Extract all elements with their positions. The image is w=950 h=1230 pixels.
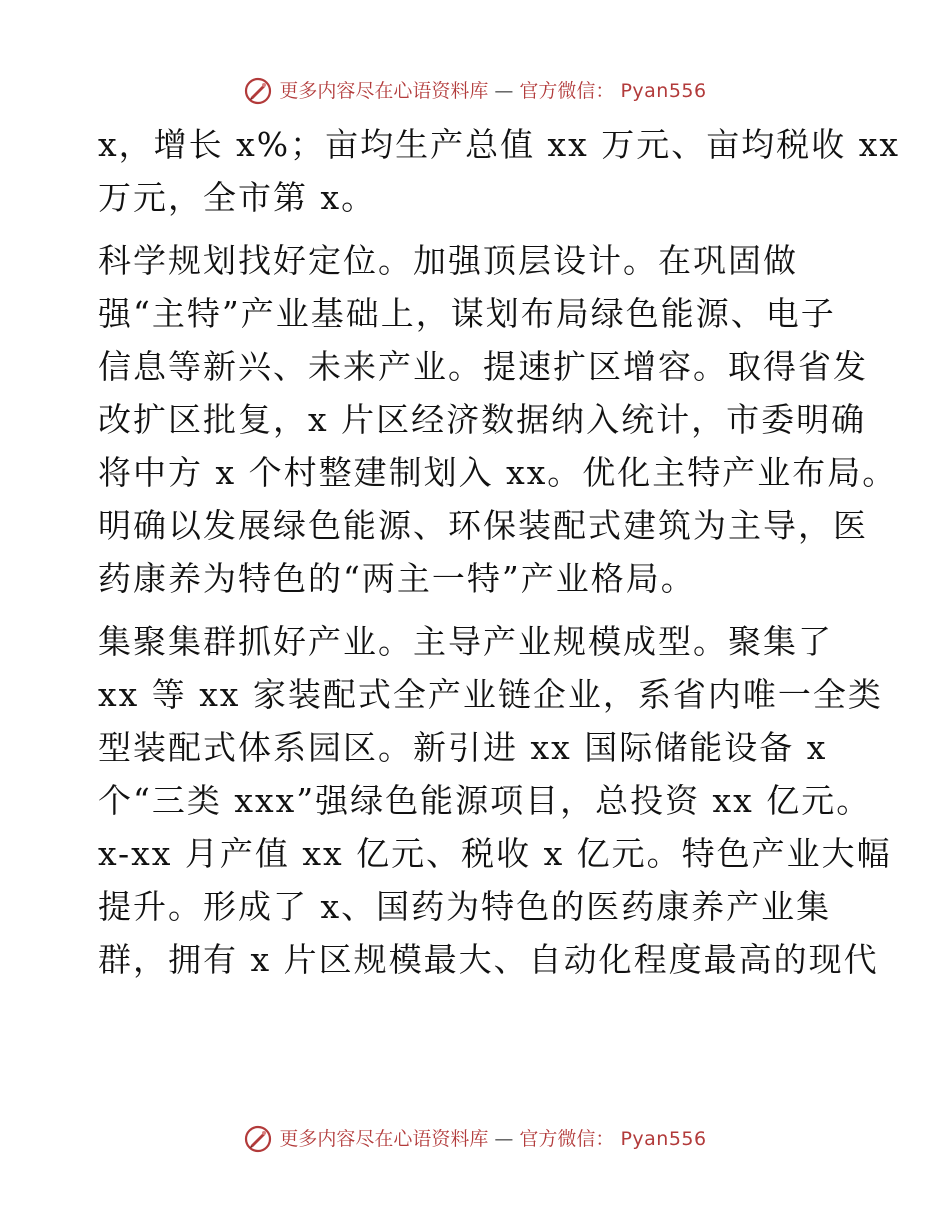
text-line: 群，拥有 x 片区规模最大、自动化程度最高的现代 bbox=[98, 940, 879, 979]
text-line: 改扩区批复，x 片区经济数据纳入统计，市委明确 bbox=[98, 400, 867, 439]
text-line: 万元，全市第 x。 bbox=[98, 178, 377, 217]
pen-logo-icon bbox=[243, 1124, 273, 1154]
watermark-separator: — bbox=[494, 80, 514, 102]
paragraph-2 bbox=[98, 234, 898, 605]
text-line: 型装配式体系园区。新引进 xx 国际储能设备 x bbox=[98, 728, 828, 767]
text-line: xx 等 xx 家装配式全产业链企业，系省内唯一全类 bbox=[98, 675, 883, 714]
text-line: 药康养为特色的“两主一特”产业格局。 bbox=[98, 559, 696, 598]
paragraph-1 bbox=[98, 118, 900, 224]
text-line: 提升。形成了 x、国药为特色的医药康养产业集 bbox=[98, 887, 832, 926]
header-watermark bbox=[0, 76, 950, 106]
watermark-label: 官方微信： bbox=[519, 80, 615, 102]
text-line: 强“主特”产业基础上，谋划布局绿色能源、电子 bbox=[98, 294, 836, 333]
text-line: 个“三类 xxx”强绿色能源项目，总投资 xx 亿元。 bbox=[98, 781, 872, 820]
watermark-account-id: Pyan556 bbox=[620, 1128, 707, 1150]
paragraph-3 bbox=[98, 615, 892, 986]
pen-logo-icon bbox=[243, 76, 273, 106]
watermark-site-text: 更多内容尽在心语资料库 bbox=[279, 1128, 489, 1150]
watermark-account-id: Pyan556 bbox=[620, 80, 707, 102]
watermark-label: 官方微信： bbox=[519, 1128, 615, 1150]
text-line: 集聚集群抓好产业。主导产业规模成型。聚集了 bbox=[98, 622, 833, 661]
document-body bbox=[98, 118, 900, 986]
watermark-site-text: 更多内容尽在心语资料库 bbox=[279, 80, 489, 102]
text-line: x，增长 x%；亩均生产总值 xx 万元、亩均税收 xx bbox=[98, 125, 900, 164]
text-line: x-xx 月产值 xx 亿元、税收 x 亿元。特色产业大幅 bbox=[98, 834, 892, 873]
text-line: 明确以发展绿色能源、环保装配式建筑为主导，医 bbox=[98, 506, 868, 545]
text-line: 信息等新兴、未来产业。提速扩区增容。取得省发 bbox=[98, 347, 868, 386]
footer-watermark bbox=[0, 1124, 950, 1154]
watermark-separator: — bbox=[494, 1128, 514, 1150]
text-line: 将中方 x 个村整建制划入 xx。优化主特产业布局。 bbox=[98, 453, 898, 492]
text-line: 科学规划找好定位。加强顶层设计。在巩固做 bbox=[98, 241, 798, 280]
